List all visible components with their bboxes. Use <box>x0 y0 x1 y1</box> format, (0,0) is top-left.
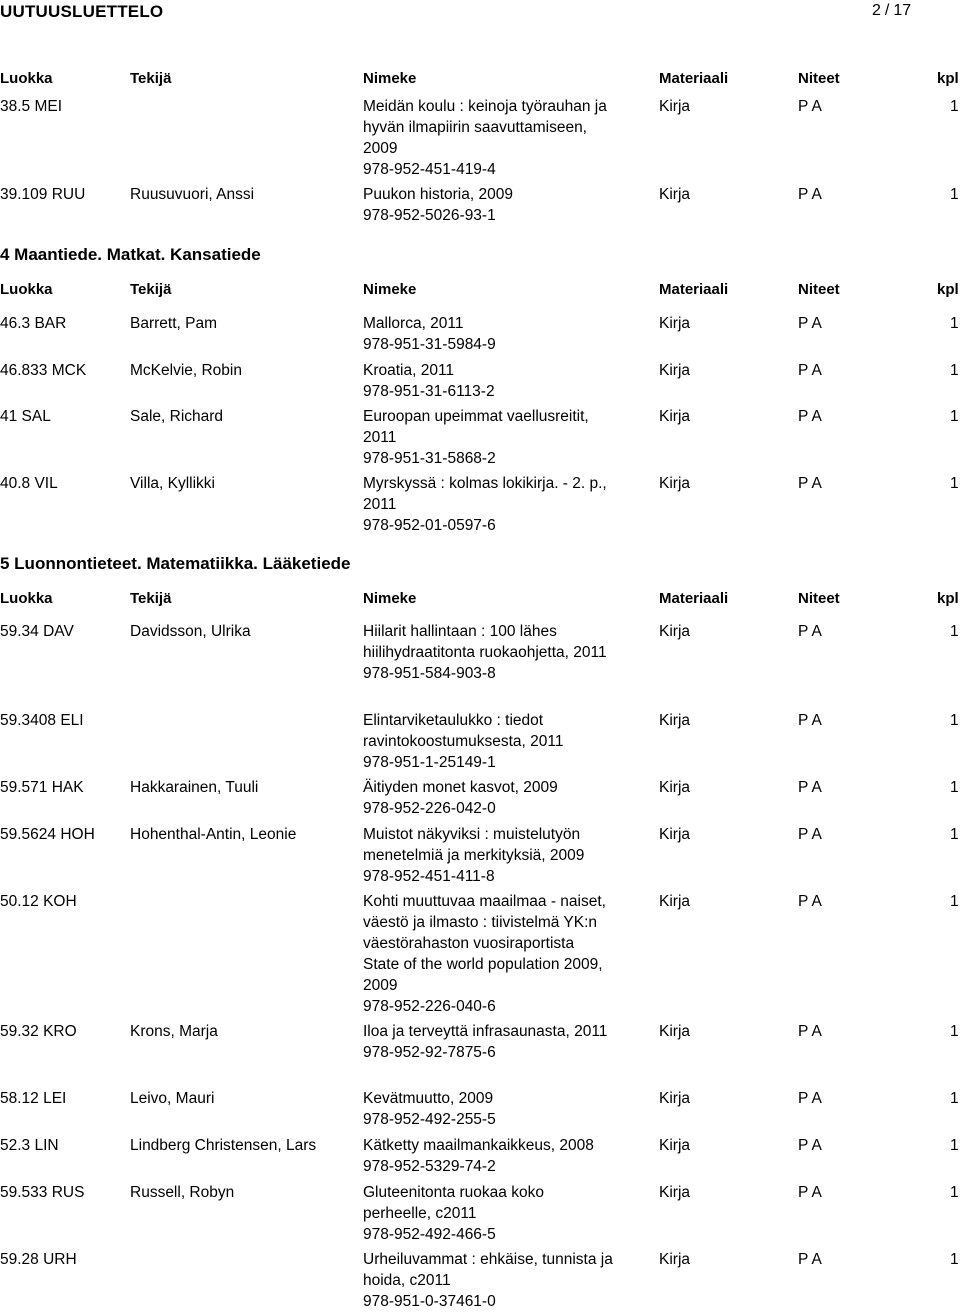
entry-title-block <box>363 621 613 684</box>
entry-material: Kirja <box>659 98 691 115</box>
entry-title-block <box>363 360 613 402</box>
entry-class: 40.8 VIL <box>0 475 58 492</box>
entry-material: Kirja <box>659 826 691 843</box>
entry-author: Ruusuvuori, Anssi <box>130 186 255 203</box>
entry-author: Davidsson, Ulrika <box>130 623 251 640</box>
entry-count: 1 <box>950 408 959 425</box>
col-author: Tekijä <box>130 281 172 298</box>
entry-notes: P A <box>798 1023 822 1040</box>
entry-title: Muistot näkyviksi : muistelutyön menetelmiä ja merkityksiä, 2009 <box>363 826 585 864</box>
entry-notes: P A <box>798 1184 822 1201</box>
col-count: kpl <box>937 281 959 298</box>
entry-class: 59.34 DAV <box>0 623 74 640</box>
entry-count: 1 <box>950 1023 959 1040</box>
entry-notes: P A <box>798 1251 822 1268</box>
entry-title-block <box>363 1182 613 1245</box>
entry-title-block <box>363 777 613 819</box>
entry-isbn: 978-952-451-419-4 <box>363 161 496 178</box>
entry-notes: P A <box>798 1137 822 1154</box>
entry-class: 58.12 LEI <box>0 1090 67 1107</box>
entry-isbn: 978-951-31-6113-2 <box>363 383 495 400</box>
entry-title: Gluteenitonta ruokaa koko perheelle, c2011 <box>363 1184 544 1222</box>
entry-title-block <box>363 1088 613 1130</box>
entry-title: Iloa ja terveyttä infrasaunasta, 2011 <box>363 1023 608 1040</box>
col-author: Tekijä <box>130 590 172 607</box>
entry-isbn: 978-952-5026-93-1 <box>363 207 496 224</box>
entry-title: Euroopan upeimmat vaellusreitit, 2011 <box>363 408 589 446</box>
page-separator: / <box>884 2 890 19</box>
entry-material: Kirja <box>659 475 691 492</box>
entry-count: 1 <box>950 1137 959 1154</box>
entry-title: Kevätmuutto, 2009 <box>363 1090 494 1107</box>
entry-author: Leivo, Mauri <box>130 1090 215 1107</box>
entry-class: 46.3 BAR <box>0 315 67 332</box>
document-title: UUTUUSLUETTELO <box>0 2 164 21</box>
page-indicator <box>872 2 911 20</box>
col-class: Luokka <box>0 281 53 298</box>
entry-notes: P A <box>798 1090 822 1107</box>
entry-title-block <box>363 824 613 887</box>
entry-title-block <box>363 1021 613 1063</box>
column-headers <box>0 590 960 610</box>
entry-title: Elintarviketaulukko : tiedot ravintokoostumuksesta, 2011 <box>363 712 564 750</box>
col-notes: Niteet <box>798 281 840 298</box>
entry-class: 59.533 RUS <box>0 1184 85 1201</box>
entry-material: Kirja <box>659 1137 691 1154</box>
entry-title: Kätketty maailmankaikkeus, 2008 <box>363 1137 594 1154</box>
entry-author: Lindberg Christensen, Lars <box>130 1137 317 1154</box>
entry-isbn: 978-952-492-466-5 <box>363 1226 496 1243</box>
entry-count: 1 <box>950 98 959 115</box>
col-count: kpl <box>937 70 959 87</box>
entry-author: Krons, Marja <box>130 1023 218 1040</box>
entry-title-block <box>363 96 613 180</box>
entry-title-block <box>363 406 613 469</box>
entry-material: Kirja <box>659 1251 691 1268</box>
entry-notes: P A <box>798 779 822 796</box>
entry-author: Russell, Robyn <box>130 1184 235 1201</box>
entry-isbn: 978-951-31-5868-2 <box>363 450 496 467</box>
entry-title: Kroatia, 2011 <box>363 362 455 379</box>
entry-notes: P A <box>798 826 822 843</box>
col-class: Luokka <box>0 70 53 87</box>
entry-author: Hakkarainen, Tuuli <box>130 779 259 796</box>
entry-isbn: 978-952-451-411-8 <box>363 868 495 885</box>
entry-title-block <box>363 1135 613 1177</box>
entry-count: 1 <box>950 186 959 203</box>
entry-notes: P A <box>798 98 822 115</box>
entry-count: 1 <box>950 893 959 910</box>
entry-class: 41 SAL <box>0 408 51 425</box>
entry-count: 1 <box>950 826 959 843</box>
entry-material: Kirja <box>659 186 691 203</box>
entry-title: Meidän koulu : keinoja työrauhan ja hyvän ilmapiirin saavuttamiseen, 2009 <box>363 98 607 157</box>
entry-title: Puukon historia, 2009 <box>363 186 513 203</box>
entry-class: 38.5 MEI <box>0 98 63 115</box>
col-notes: Niteet <box>798 70 840 87</box>
entry-title-block <box>363 313 613 355</box>
entry-isbn: 978-952-01-0597-6 <box>363 517 496 534</box>
entry-count: 1 <box>950 315 959 332</box>
column-headers <box>0 70 960 90</box>
entry-class: 50.12 KOH <box>0 893 77 910</box>
entry-material: Kirja <box>659 1023 691 1040</box>
entry-class: 39.109 RUU <box>0 186 86 203</box>
entry-title: Mallorca, 2011 <box>363 315 464 332</box>
column-headers <box>0 281 960 301</box>
entry-count: 1 <box>950 1090 959 1107</box>
entry-material: Kirja <box>659 362 691 379</box>
entry-title-block <box>363 1249 613 1312</box>
entry-material: Kirja <box>659 408 691 425</box>
entry-material: Kirja <box>659 1090 691 1107</box>
col-title: Nimeke <box>363 590 417 607</box>
entry-isbn: 978-951-1-25149-1 <box>363 754 496 771</box>
entry-material: Kirja <box>659 712 691 729</box>
entry-material: Kirja <box>659 315 691 332</box>
entry-notes: P A <box>798 315 822 332</box>
entry-isbn: 978-952-226-042-0 <box>363 800 496 817</box>
entry-title-block <box>363 710 613 773</box>
entry-count: 1 <box>950 475 959 492</box>
entry-class: 59.32 KRO <box>0 1023 77 1040</box>
col-title: Nimeke <box>363 281 417 298</box>
entry-title-block <box>363 473 613 536</box>
entry-material: Kirja <box>659 1184 691 1201</box>
col-author: Tekijä <box>130 70 172 87</box>
entry-notes: P A <box>798 623 822 640</box>
entry-count: 1 <box>950 362 959 379</box>
entry-class: 59.571 HAK <box>0 779 84 796</box>
entry-isbn: 978-952-226-040-6 <box>363 998 496 1015</box>
entry-count: 1 <box>950 1251 959 1268</box>
page-header <box>0 0 960 30</box>
entry-count: 1 <box>950 1184 959 1201</box>
section-heading: 4 Maantiede. Matkat. Kansatiede <box>0 245 261 264</box>
entry-material: Kirja <box>659 893 691 910</box>
col-title: Nimeke <box>363 70 417 87</box>
entry-class: 46.833 MCK <box>0 362 87 379</box>
entry-title: Kohti muuttuvaa maailmaa - naiset, väestö ja ilmasto : tiivistelmä YK:n väestörahaston vuosiraportista State of the world population 2009, 2009 <box>363 893 606 994</box>
current-page: 2 <box>872 2 881 19</box>
col-notes: Niteet <box>798 590 840 607</box>
section-heading: 5 Luonnontieteet. Matematiikka. Lääketiede <box>0 554 351 573</box>
entry-count: 1 <box>950 779 959 796</box>
entry-isbn: 978-951-584-903-8 <box>363 665 496 682</box>
entry-author: Barrett, Pam <box>130 315 217 332</box>
entry-isbn: 978-951-31-5984-9 <box>363 336 496 353</box>
entry-notes: P A <box>798 408 822 425</box>
entry-class: 52.3 LIN <box>0 1137 59 1154</box>
entry-title-block <box>363 891 613 1017</box>
entry-title: Hiilarit hallintaan : 100 lähes hiilihydraatitonta ruokaohjetta, 2011 <box>363 623 607 661</box>
entry-isbn: 978-952-92-7875-6 <box>363 1044 496 1061</box>
col-material: Materiaali <box>659 281 729 298</box>
entry-notes: P A <box>798 186 822 203</box>
entry-author: McKelvie, Robin <box>130 362 242 379</box>
entry-title: Myrskyssä : kolmas lokikirja. - 2. p., 2011 <box>363 475 607 513</box>
entry-material: Kirja <box>659 779 691 796</box>
entry-class: 59.28 URH <box>0 1251 77 1268</box>
entry-title: Urheiluvammat : ehkäise, tunnista ja hoida, c2011 <box>363 1251 613 1289</box>
entry-author: Hohenthal-Antin, Leonie <box>130 826 297 843</box>
col-material: Materiaali <box>659 70 729 87</box>
col-count: kpl <box>937 590 959 607</box>
entry-class: 59.3408 ELI <box>0 712 84 729</box>
entry-isbn: 978-952-5329-74-2 <box>363 1158 496 1175</box>
col-class: Luokka <box>0 590 53 607</box>
entry-notes: P A <box>798 712 822 729</box>
entry-material: Kirja <box>659 623 691 640</box>
entry-title: Äitiyden monet kasvot, 2009 <box>363 779 558 796</box>
entry-isbn: 978-951-0-37461-0 <box>363 1293 496 1310</box>
entry-count: 1 <box>950 712 959 729</box>
entry-notes: P A <box>798 475 822 492</box>
entry-isbn: 978-952-492-255-5 <box>363 1111 496 1128</box>
entry-notes: P A <box>798 893 822 910</box>
entry-class: 59.5624 HOH <box>0 826 95 843</box>
entry-count: 1 <box>950 623 959 640</box>
entry-author: Sale, Richard <box>130 408 224 425</box>
entry-notes: P A <box>798 362 822 379</box>
entry-author: Villa, Kyllikki <box>130 475 215 492</box>
total-pages: 17 <box>893 2 912 19</box>
col-material: Materiaali <box>659 590 729 607</box>
entry-title-block <box>363 184 613 226</box>
